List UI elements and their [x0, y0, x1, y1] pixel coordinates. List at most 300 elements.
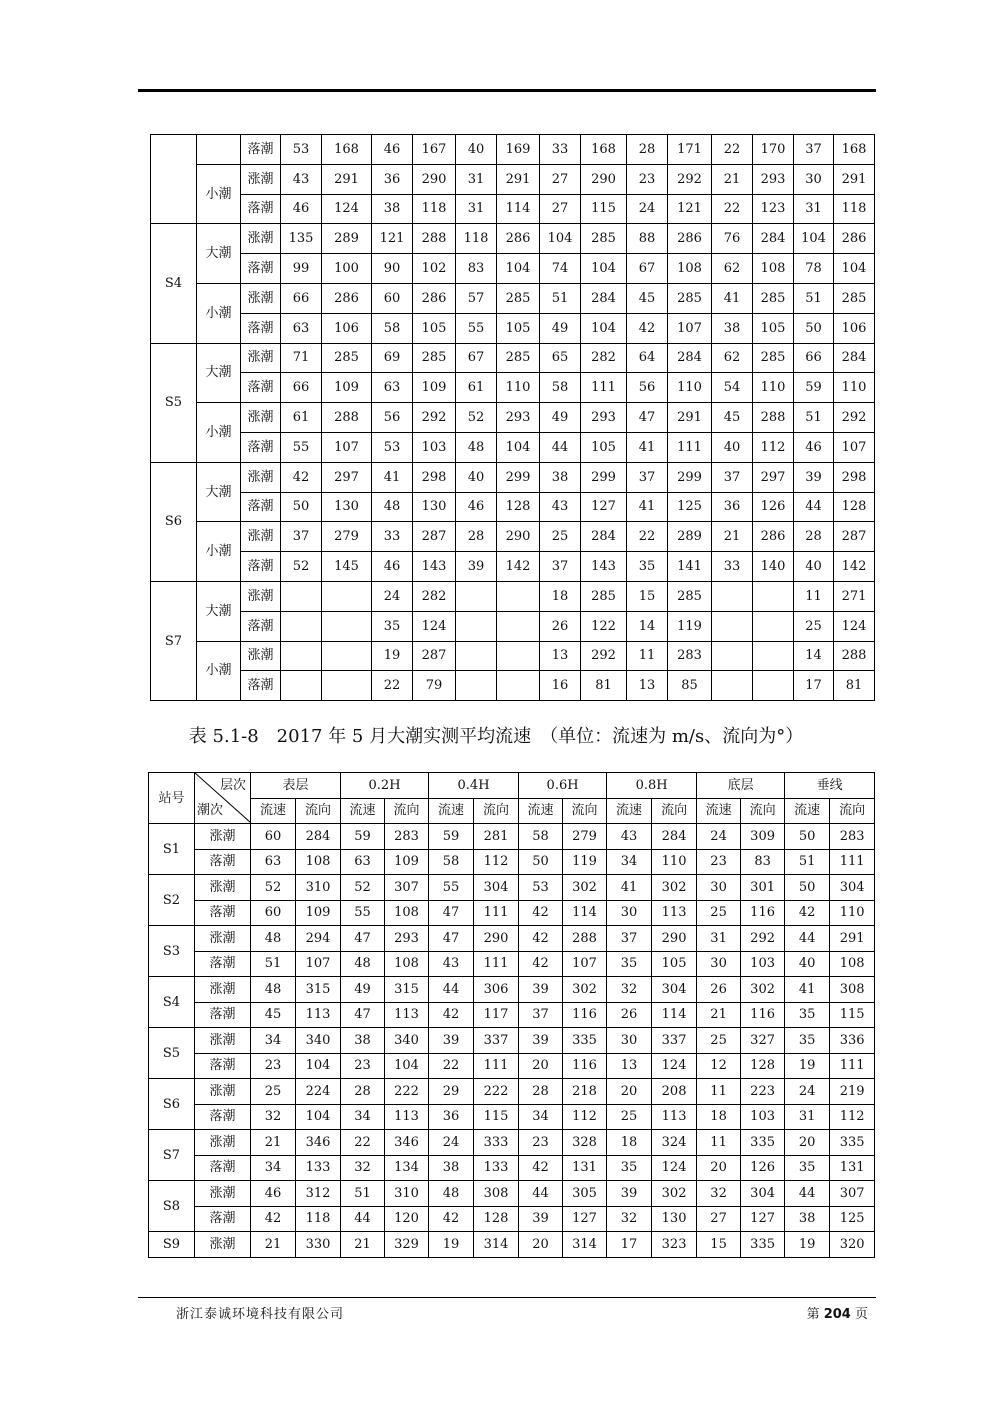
- direction-cell: 287: [413, 641, 456, 671]
- table-row: [151, 343, 875, 373]
- speed-cell: 30: [794, 164, 834, 194]
- tide-phase-cell: 涨潮: [195, 1181, 251, 1207]
- direction-cell: 113: [385, 1002, 429, 1028]
- direction-cell: 293: [753, 164, 794, 194]
- speed-cell: 38: [341, 1028, 385, 1054]
- tide-type-cell: 大潮: [197, 343, 241, 403]
- speed-cell: 39: [519, 1028, 563, 1054]
- speed-cell: 17: [794, 671, 834, 701]
- speed-cell: 19: [785, 1232, 830, 1258]
- direction-cell: 297: [753, 462, 794, 492]
- direction-cell: 284: [581, 522, 627, 552]
- speed-cell: 42: [429, 1002, 474, 1028]
- table-row: [149, 875, 875, 901]
- speed-cell: 39: [456, 552, 497, 582]
- direction-cell: 218: [563, 1079, 607, 1105]
- direction-cell: 293: [497, 403, 540, 433]
- direction-cell: 219: [830, 1079, 875, 1105]
- speed-cell: 51: [540, 283, 581, 313]
- speed-cell: 21: [251, 1232, 296, 1258]
- direction-cell: [497, 581, 540, 611]
- direction-cell: 107: [668, 313, 712, 343]
- speed-cell: 49: [540, 313, 581, 343]
- direction-cell: 141: [668, 552, 712, 582]
- speed-cell: 47: [429, 900, 474, 926]
- speed-cell: 24: [429, 1130, 474, 1156]
- speed-cell: 33: [372, 522, 413, 552]
- table-row: [151, 313, 875, 343]
- speed-cell: 66: [281, 283, 322, 313]
- direction-cell: 124: [652, 1155, 697, 1181]
- direction-cell: 143: [581, 552, 627, 582]
- direction-cell: 336: [830, 1028, 875, 1054]
- direction-cell: 133: [474, 1155, 519, 1181]
- direction-cell: [322, 611, 372, 641]
- speed-cell: 19: [372, 641, 413, 671]
- direction-cell: 299: [581, 462, 627, 492]
- direction-cell: 116: [741, 900, 785, 926]
- direction-cell: 112: [830, 1104, 875, 1130]
- speed-cell: 35: [627, 552, 668, 582]
- speed-header: 流速: [607, 798, 652, 824]
- speed-cell: 47: [627, 403, 668, 433]
- speed-header: 流速: [785, 798, 830, 824]
- direction-cell: 283: [668, 641, 712, 671]
- direction-cell: 287: [413, 522, 456, 552]
- tide-phase-cell: 涨潮: [241, 522, 281, 552]
- speed-cell: 56: [372, 403, 413, 433]
- speed-cell: 51: [794, 283, 834, 313]
- speed-cell: [456, 581, 497, 611]
- speed-cell: 20: [519, 1232, 563, 1258]
- speed-cell: 44: [794, 492, 834, 522]
- direction-cell: 337: [652, 1028, 697, 1054]
- speed-cell: 40: [794, 552, 834, 582]
- speed-cell: 11: [697, 1130, 741, 1156]
- direction-cell: 306: [474, 977, 519, 1003]
- speed-cell: 37: [607, 926, 652, 952]
- direction-cell: 285: [413, 343, 456, 373]
- speed-cell: 21: [712, 522, 753, 552]
- table-row: [151, 254, 875, 284]
- speed-cell: 38: [540, 462, 581, 492]
- direction-cell: 127: [741, 1206, 785, 1232]
- speed-cell: 76: [712, 224, 753, 254]
- speed-cell: 23: [697, 849, 741, 875]
- speed-cell: 58: [429, 849, 474, 875]
- direction-cell: 142: [497, 552, 540, 582]
- speed-cell: 33: [712, 552, 753, 582]
- speed-cell: 41: [627, 492, 668, 522]
- station-cell: S7: [151, 581, 197, 700]
- speed-cell: 63: [372, 373, 413, 403]
- tide-phase-cell: 落潮: [241, 671, 281, 701]
- tide-phase-cell: 涨潮: [195, 1028, 251, 1054]
- direction-cell: 127: [563, 1206, 607, 1232]
- direction-cell: 308: [474, 1181, 519, 1207]
- direction-cell: 340: [296, 1028, 341, 1054]
- direction-cell: 279: [322, 522, 372, 552]
- speed-cell: 36: [429, 1104, 474, 1130]
- speed-cell: 47: [429, 926, 474, 952]
- speed-cell: 46: [251, 1181, 296, 1207]
- direction-cell: 323: [652, 1232, 697, 1258]
- footer-company: 浙江泰诚环境科技有限公司: [176, 1307, 345, 1322]
- speed-cell: 50: [785, 824, 830, 850]
- speed-cell: 63: [281, 313, 322, 343]
- layer-header-0-8h: 0.8H: [607, 773, 697, 799]
- layer-header-0-2h: 0.2H: [341, 773, 429, 799]
- speed-header: 流速: [341, 798, 385, 824]
- speed-cell: 58: [540, 373, 581, 403]
- direction-cell: 108: [668, 254, 712, 284]
- speed-cell: 42: [251, 1206, 296, 1232]
- direction-cell: 304: [741, 1181, 785, 1207]
- speed-cell: 29: [429, 1079, 474, 1105]
- speed-cell: 35: [607, 951, 652, 977]
- direction-cell: 291: [834, 164, 875, 194]
- header-row-measures: [149, 798, 875, 824]
- speed-cell: 39: [794, 462, 834, 492]
- direction-cell: 320: [830, 1232, 875, 1258]
- station-cell: S6: [149, 1079, 195, 1130]
- speed-cell: 47: [341, 1002, 385, 1028]
- tide-phase-cell: 涨潮: [241, 403, 281, 433]
- speed-cell: 49: [540, 403, 581, 433]
- speed-cell: 24: [627, 194, 668, 224]
- speed-cell: 13: [540, 641, 581, 671]
- tide-phase-cell: 落潮: [195, 1155, 251, 1181]
- speed-cell: [281, 671, 322, 701]
- table-row: [151, 581, 875, 611]
- direction-cell: 335: [830, 1130, 875, 1156]
- speed-cell: 55: [281, 432, 322, 462]
- speed-cell: 65: [540, 343, 581, 373]
- direction-cell: 108: [385, 900, 429, 926]
- direction-cell: 81: [834, 671, 875, 701]
- speed-cell: 104: [794, 224, 834, 254]
- speed-cell: 18: [697, 1104, 741, 1130]
- direction-cell: 292: [668, 164, 712, 194]
- speed-cell: 21: [697, 1002, 741, 1028]
- speed-cell: 20: [785, 1130, 830, 1156]
- direction-cell: 285: [581, 581, 627, 611]
- direction-cell: 112: [474, 849, 519, 875]
- station-cell: S6: [151, 462, 197, 581]
- speed-cell: 37: [281, 522, 322, 552]
- tide-type-cell: [197, 135, 241, 165]
- speed-cell: 31: [785, 1104, 830, 1130]
- speed-cell: [456, 611, 497, 641]
- direction-cell: 302: [563, 977, 607, 1003]
- direction-cell: 305: [563, 1181, 607, 1207]
- tide-phase-cell: 落潮: [241, 313, 281, 343]
- speed-cell: 60: [372, 283, 413, 313]
- speed-cell: 22: [712, 194, 753, 224]
- speed-cell: 32: [251, 1104, 296, 1130]
- direction-cell: 117: [474, 1002, 519, 1028]
- direction-cell: 292: [741, 926, 785, 952]
- direction-cell: 115: [581, 194, 627, 224]
- speed-cell: 46: [281, 194, 322, 224]
- table-row: [151, 135, 875, 165]
- speed-cell: 43: [429, 951, 474, 977]
- tide-type-cell: 小潮: [197, 283, 241, 343]
- direction-cell: 111: [830, 1053, 875, 1079]
- speed-cell: 18: [607, 1130, 652, 1156]
- direction-cell: 110: [652, 849, 697, 875]
- direction-cell: 298: [834, 462, 875, 492]
- speed-cell: 54: [712, 373, 753, 403]
- speed-cell: 50: [785, 875, 830, 901]
- speed-cell: 59: [341, 824, 385, 850]
- direction-cell: 298: [413, 462, 456, 492]
- speed-cell: 19: [785, 1053, 830, 1079]
- direction-cell: 167: [413, 135, 456, 165]
- direction-cell: 335: [741, 1130, 785, 1156]
- speed-cell: 39: [607, 1181, 652, 1207]
- direction-cell: 337: [474, 1028, 519, 1054]
- direction-cell: 104: [385, 1053, 429, 1079]
- table-caption: 表 5.1-8 2017 年 5 月大潮实测平均流速 （单位：流速为 m/s、流向为°）: [188, 726, 804, 747]
- speed-cell: 44: [519, 1181, 563, 1207]
- speed-cell: 22: [712, 135, 753, 165]
- speed-cell: 34: [251, 1155, 296, 1181]
- speed-cell: 40: [456, 135, 497, 165]
- direction-cell: 109: [385, 849, 429, 875]
- tide-type-cell: 小潮: [197, 522, 241, 582]
- speed-cell: 64: [627, 343, 668, 373]
- speed-cell: 39: [519, 977, 563, 1003]
- direction-cell: 208: [652, 1079, 697, 1105]
- speed-cell: 17: [607, 1232, 652, 1258]
- speed-cell: 21: [251, 1130, 296, 1156]
- table-row: [149, 1130, 875, 1156]
- direction-cell: 121: [668, 194, 712, 224]
- direction-cell: 315: [385, 977, 429, 1003]
- direction-header: 流向: [385, 798, 429, 824]
- speed-cell: 63: [341, 849, 385, 875]
- direction-cell: 128: [741, 1053, 785, 1079]
- speed-cell: 62: [712, 254, 753, 284]
- direction-cell: 294: [296, 926, 341, 952]
- table-row: [149, 951, 875, 977]
- speed-cell: 62: [712, 343, 753, 373]
- speed-cell: 51: [785, 849, 830, 875]
- flow-table-continued: [150, 134, 875, 701]
- speed-cell: 42: [519, 926, 563, 952]
- direction-cell: 142: [834, 552, 875, 582]
- direction-cell: 282: [581, 343, 627, 373]
- speed-cell: 42: [519, 1155, 563, 1181]
- speed-cell: 30: [607, 900, 652, 926]
- speed-cell: 28: [627, 135, 668, 165]
- station-header: 站号: [149, 773, 195, 824]
- direction-header: 流向: [830, 798, 875, 824]
- speed-cell: 88: [627, 224, 668, 254]
- direction-cell: 103: [741, 1104, 785, 1130]
- speed-cell: 31: [794, 194, 834, 224]
- direction-cell: 108: [753, 254, 794, 284]
- direction-cell: 168: [834, 135, 875, 165]
- station-cell: S4: [151, 224, 197, 343]
- tide-phase-cell: 涨潮: [195, 1232, 251, 1258]
- speed-cell: 53: [519, 875, 563, 901]
- table-row: [149, 1028, 875, 1054]
- speed-cell: 13: [627, 671, 668, 701]
- speed-cell: 104: [540, 224, 581, 254]
- table-row: [151, 462, 875, 492]
- direction-cell: 324: [652, 1130, 697, 1156]
- table-row: [149, 1155, 875, 1181]
- speed-cell: 90: [372, 254, 413, 284]
- direction-cell: 169: [497, 135, 540, 165]
- direction-cell: 285: [322, 343, 372, 373]
- speed-cell: 14: [627, 611, 668, 641]
- tide-phase-cell: 涨潮: [241, 283, 281, 313]
- direction-cell: 111: [581, 373, 627, 403]
- speed-cell: 42: [429, 1206, 474, 1232]
- direction-cell: 109: [322, 373, 372, 403]
- direction-cell: 290: [652, 926, 697, 952]
- direction-cell: 128: [474, 1206, 519, 1232]
- table-row: [151, 552, 875, 582]
- direction-cell: 83: [741, 849, 785, 875]
- speed-cell: 67: [627, 254, 668, 284]
- direction-cell: 288: [563, 926, 607, 952]
- speed-cell: [281, 611, 322, 641]
- layer-header-bottom: 底层: [697, 773, 785, 799]
- speed-cell: 23: [251, 1053, 296, 1079]
- tide-header: 潮次: [197, 803, 224, 818]
- speed-cell: 43: [540, 492, 581, 522]
- speed-cell: 12: [697, 1053, 741, 1079]
- speed-cell: 27: [540, 164, 581, 194]
- speed-cell: 52: [456, 403, 497, 433]
- direction-cell: 315: [296, 977, 341, 1003]
- direction-cell: 106: [834, 313, 875, 343]
- speed-cell: 60: [251, 824, 296, 850]
- speed-cell: 31: [456, 194, 497, 224]
- direction-cell: 107: [322, 432, 372, 462]
- direction-cell: 307: [830, 1181, 875, 1207]
- speed-cell: 11: [697, 1079, 741, 1105]
- direction-cell: [753, 671, 794, 701]
- direction-cell: 284: [581, 283, 627, 313]
- direction-cell: 284: [753, 224, 794, 254]
- speed-cell: 36: [712, 492, 753, 522]
- table-row: [149, 824, 875, 850]
- speed-cell: 37: [794, 135, 834, 165]
- speed-cell: 16: [540, 671, 581, 701]
- direction-cell: 288: [413, 224, 456, 254]
- speed-cell: 44: [785, 926, 830, 952]
- direction-cell: 116: [741, 1002, 785, 1028]
- direction-cell: 104: [296, 1104, 341, 1130]
- tide-phase-cell: 涨潮: [241, 343, 281, 373]
- speed-cell: 22: [627, 522, 668, 552]
- direction-cell: 223: [741, 1079, 785, 1105]
- direction-cell: 116: [563, 1053, 607, 1079]
- direction-cell: 110: [497, 373, 540, 403]
- direction-cell: 107: [563, 951, 607, 977]
- direction-cell: 285: [497, 283, 540, 313]
- table-row: [149, 1206, 875, 1232]
- direction-cell: 286: [753, 522, 794, 552]
- speed-cell: 66: [281, 373, 322, 403]
- speed-cell: 45: [251, 1002, 296, 1028]
- speed-cell: 22: [429, 1053, 474, 1079]
- speed-cell: 32: [341, 1155, 385, 1181]
- speed-cell: 18: [540, 581, 581, 611]
- direction-cell: 108: [296, 849, 341, 875]
- direction-cell: 110: [753, 373, 794, 403]
- speed-cell: 25: [607, 1104, 652, 1130]
- speed-cell: 52: [281, 552, 322, 582]
- speed-cell: 30: [697, 951, 741, 977]
- direction-cell: 133: [296, 1155, 341, 1181]
- direction-cell: 105: [753, 313, 794, 343]
- speed-cell: 25: [540, 522, 581, 552]
- speed-cell: 24: [697, 824, 741, 850]
- speed-cell: 23: [519, 1130, 563, 1156]
- speed-cell: 43: [607, 824, 652, 850]
- direction-cell: 134: [385, 1155, 429, 1181]
- page-suffix: 页: [850, 1307, 868, 1322]
- direction-cell: 335: [563, 1028, 607, 1054]
- speed-cell: 66: [794, 343, 834, 373]
- speed-cell: 44: [785, 1181, 830, 1207]
- direction-cell: 125: [830, 1206, 875, 1232]
- tide-phase-cell: 落潮: [241, 492, 281, 522]
- direction-cell: 130: [322, 492, 372, 522]
- tide-phase-cell: 落潮: [241, 135, 281, 165]
- direction-cell: 310: [385, 1181, 429, 1207]
- speed-cell: 61: [281, 403, 322, 433]
- direction-cell: 168: [322, 135, 372, 165]
- speed-cell: 36: [372, 164, 413, 194]
- speed-header: 流速: [251, 798, 296, 824]
- speed-cell: 42: [519, 900, 563, 926]
- direction-cell: 335: [741, 1232, 785, 1258]
- direction-cell: 304: [474, 875, 519, 901]
- direction-header: 流向: [563, 798, 607, 824]
- direction-cell: 308: [830, 977, 875, 1003]
- speed-cell: 47: [341, 926, 385, 952]
- speed-cell: 63: [251, 849, 296, 875]
- direction-cell: 314: [474, 1232, 519, 1258]
- direction-cell: 302: [652, 875, 697, 901]
- direction-cell: 304: [652, 977, 697, 1003]
- speed-cell: 52: [251, 875, 296, 901]
- speed-cell: 38: [429, 1155, 474, 1181]
- direction-cell: 106: [322, 313, 372, 343]
- direction-cell: 290: [474, 926, 519, 952]
- direction-cell: 140: [753, 552, 794, 582]
- direction-cell: 104: [581, 254, 627, 284]
- speed-cell: 41: [627, 432, 668, 462]
- table-row: [151, 224, 875, 254]
- direction-cell: 113: [385, 1104, 429, 1130]
- speed-cell: 22: [372, 671, 413, 701]
- direction-cell: 312: [296, 1181, 341, 1207]
- direction-cell: 283: [830, 824, 875, 850]
- direction-cell: 304: [830, 875, 875, 901]
- table-row: [151, 492, 875, 522]
- speed-cell: 28: [341, 1079, 385, 1105]
- speed-cell: 51: [794, 403, 834, 433]
- direction-cell: 289: [668, 522, 712, 552]
